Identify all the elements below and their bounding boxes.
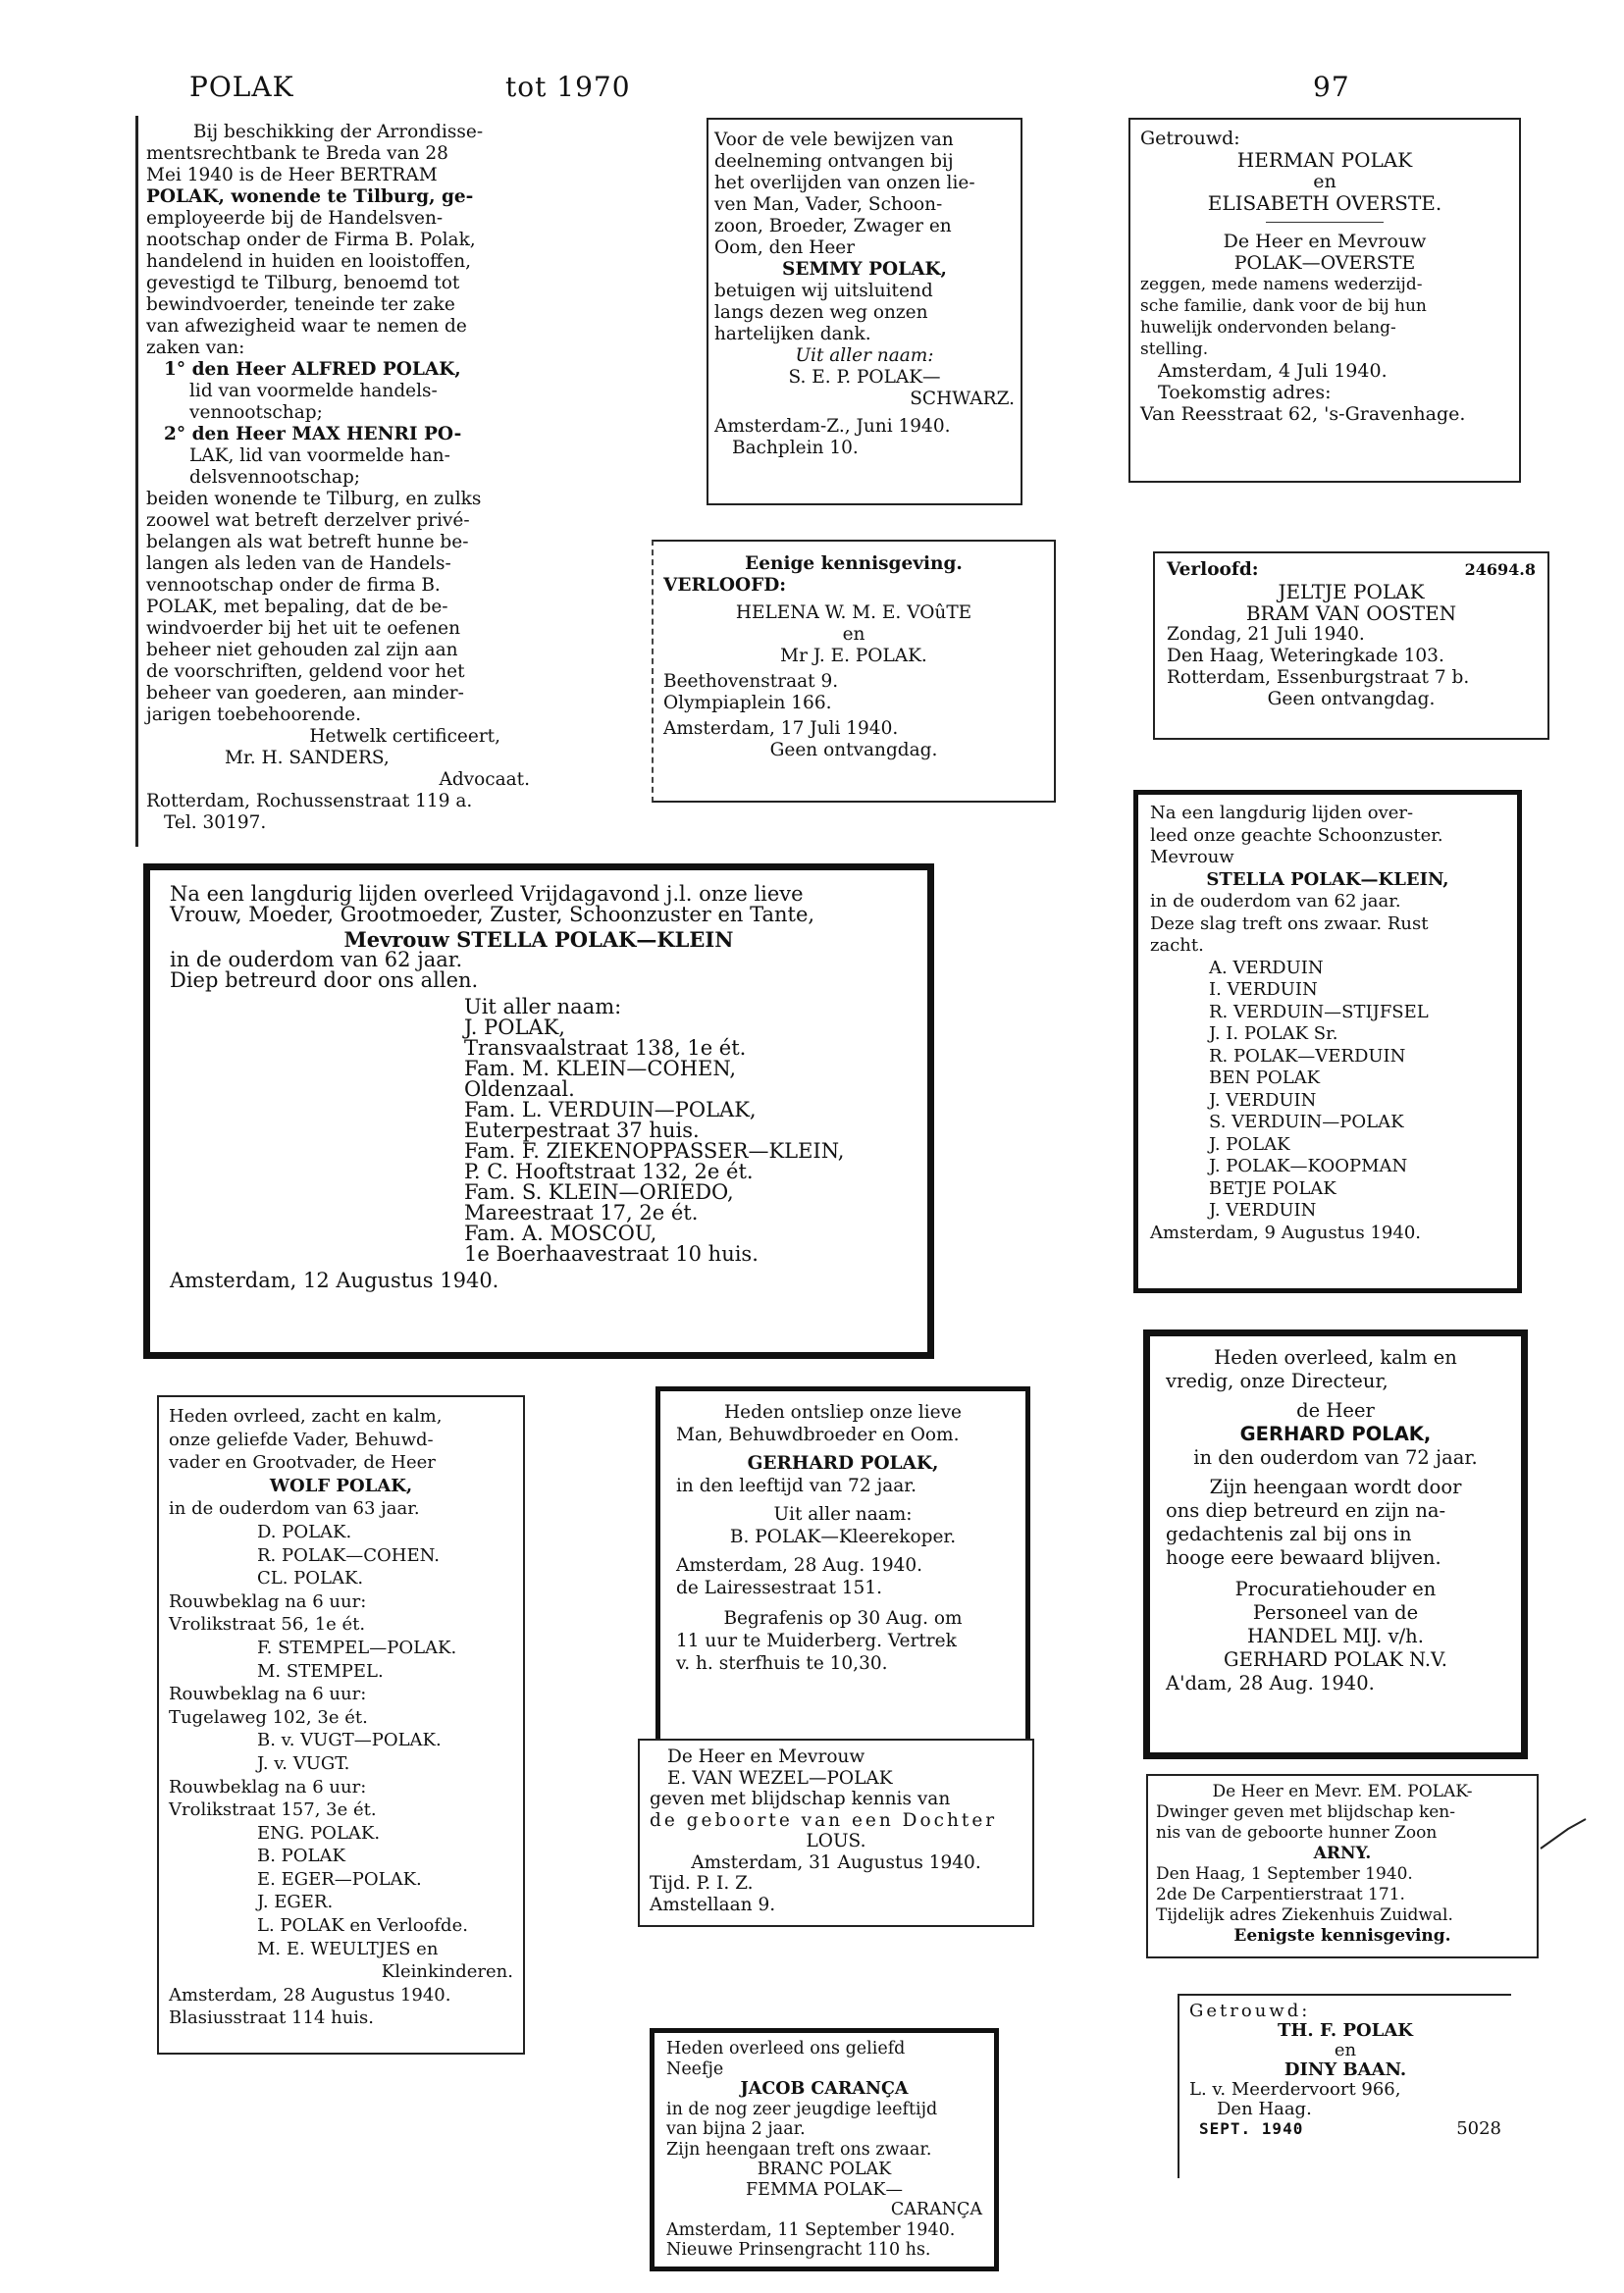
notice-line: Amsterdam, 11 September 1940. — [666, 2219, 956, 2240]
notice-line: 2de De Carpentierstraat 171. — [1156, 1885, 1405, 1904]
notice-line: belangen als wat betreft hunne be- — [146, 532, 469, 552]
notice-line: S. VERDUIN—POLAK — [1209, 1112, 1404, 1132]
notice-line: M. STEMPEL. — [257, 1660, 384, 1682]
notice-footer-row — [1189, 2119, 1501, 2139]
notice-line: Den Haag, 1 September 1940. — [1156, 1864, 1413, 1884]
notice-line: JELTJE POLAK — [1278, 580, 1425, 603]
notice-line: Tijdelijk adres Ziekenhuis Zuidwal. — [1156, 1905, 1453, 1925]
notice-line: beheer niet gehouden zal zijn aan — [146, 640, 458, 660]
notice-line: zoon, Broeder, Zwager en — [714, 216, 952, 236]
notice-line: v. h. sterfhuis te 10,30. — [676, 1653, 888, 1674]
notice-line: TH. F. POLAK — [1278, 2020, 1413, 2041]
notice-line: stelling. — [1140, 339, 1209, 359]
notice-header-row — [1167, 559, 1536, 581]
notice-line: Zijn heengaan wordt door — [1209, 1476, 1462, 1498]
handwritten-mark-icon — [1539, 1815, 1588, 1854]
notice-line: sche familie, dank voor de bij hun — [1140, 296, 1427, 316]
notice-herman-polak-wedding — [1128, 118, 1521, 483]
notice-line: Zijn heengaan treft ons zwaar. — [666, 2139, 932, 2160]
notice-line: Transvaalstraat 138, 1e ét. — [464, 1036, 747, 1060]
notice-line: de Lairessestraat 151. — [676, 1578, 882, 1598]
notice-line: vennootschap onder de firma B. — [146, 575, 441, 596]
notice-line: Geen ontvangdag. — [769, 740, 938, 760]
notice-line: het overlijden van onzen lie- — [714, 173, 975, 193]
notice-line: HERMAN POLAK — [1236, 148, 1413, 172]
notice-line: Tel. 30197. — [164, 812, 267, 833]
notice-semmy-polak — [707, 118, 1022, 505]
notice-line: betuigen wij uitsluitend — [714, 281, 933, 301]
notice-line: Bij beschikking der Arrondisse- — [192, 122, 484, 142]
notice-line: R. POLAK—VERDUIN — [1209, 1045, 1406, 1067]
notice-stella-polak-klein-inlaws — [1133, 790, 1522, 1293]
notice-line: SCHWARZ. — [910, 389, 1015, 409]
notice-line: BRAM VAN OOSTEN — [1245, 601, 1457, 625]
notice-line: Amsterdam, 17 Juli 1940. — [663, 718, 899, 739]
notice-line: J. POLAK, — [464, 1016, 565, 1039]
notice-line: jarigen toebehoorende. — [146, 704, 361, 725]
notice-gerhard-polak-company — [1143, 1329, 1528, 1759]
notice-line: 1° den Heer ALFRED POLAK, — [164, 359, 461, 380]
notice-reference-number: 5028 — [1456, 2118, 1501, 2139]
notice-line: Amsterdam, 12 Augustus 1940. — [170, 1269, 499, 1292]
notice-line: Heden ovrleed, zacht en kalm, — [169, 1406, 443, 1427]
notice-line: mentsrechtbank te Breda van 28 — [146, 143, 448, 164]
notice-line: 11 uur te Muiderberg. Vertrek — [676, 1631, 957, 1651]
notice-wolf-polak-obituary — [157, 1395, 525, 2055]
notice-line: Rouwbeklag na 6 uur: — [169, 1776, 367, 1798]
notice-line: Mevrouw STELLA POLAK—KLEIN — [343, 927, 734, 952]
notice-line: GERHARD POLAK, — [747, 1453, 939, 1474]
notice-line: Vrolikstraat 56, 1e ét. — [169, 1614, 366, 1636]
notice-line: in de ouderdom van 62 jaar. — [1150, 891, 1401, 912]
notice-line: Vrolikstraat 157, 3e ét. — [169, 1799, 377, 1821]
notice-line: STELLA POLAK—KLEIN, — [1206, 868, 1449, 890]
notice-line: de Heer — [1296, 1399, 1375, 1422]
notice-line: Heden overleed ons geliefd — [666, 2039, 906, 2058]
notice-line: Amsterdam, 4 Juli 1940. — [1158, 360, 1388, 382]
notice-line: Eenigste kennisgeving. — [1233, 1926, 1451, 1946]
notice-line: S. E. P. POLAK— — [788, 367, 941, 388]
notice-line: E. VAN WEZEL—POLAK — [667, 1767, 893, 1789]
notice-line: J. VERDUIN — [1209, 1200, 1317, 1221]
notice-line: B. POLAK — [257, 1846, 345, 1867]
notice-line: en — [1313, 171, 1336, 192]
notice-line: beheer van goederen, aan minder- — [146, 683, 464, 704]
notice-line: ARNY. — [1313, 1844, 1372, 1863]
notice-reference-number: 24694.8 — [1464, 560, 1536, 579]
notice-line: vader en Grootvader, de Heer — [169, 1452, 436, 1474]
notice-line: Personeel van de — [1252, 1601, 1419, 1624]
notice-line: Rotterdam, Essenburgstraat 7 b. — [1167, 667, 1470, 688]
notice-line: Blasiusstraat 114 huis. — [169, 2007, 375, 2029]
notice-line: Uit aller naam: — [795, 345, 934, 366]
notice-line: VERLOOFD: — [663, 575, 787, 596]
notice-line: Hetwelk certificeert, — [309, 726, 500, 747]
notice-line: De Heer en Mevr. EM. POLAK- — [1212, 1782, 1473, 1801]
notice-line: Amsterdam, 31 Augustus 1940. — [691, 1851, 981, 1873]
notice-line: de voorschriften, geldend voor het — [146, 661, 465, 682]
notice-line: hooge eere bewaard blijven. — [1166, 1546, 1441, 1569]
notice-line: E. EGER—POLAK. — [257, 1868, 422, 1890]
notice-line: Getrouwd: — [1140, 128, 1240, 149]
page-number: 97 — [1313, 71, 1350, 103]
notice-line: onze geliefde Vader, Behuwd- — [169, 1429, 434, 1450]
notice-line: zoowel wat betreft derzelver privé- — [146, 510, 470, 531]
notice-line: LAK, lid van voormelde han- — [189, 445, 450, 466]
notice-line: gedachtenis zal bij ons in — [1166, 1523, 1412, 1545]
notice-line: Van Reesstraat 62, 's-Gravenhage. — [1140, 403, 1466, 425]
notice-line: Neefje — [666, 2058, 724, 2079]
notice-line: handelend in huiden en looistoffen, — [146, 251, 472, 272]
notice-line: vennootschap; — [189, 402, 323, 423]
notice-line: Beethovenstraat 9. — [663, 671, 839, 692]
notice-line: L. POLAK en Verloofde. — [257, 1915, 468, 1937]
notice-line: in de nog zeer jeugdige leeftijd — [666, 2099, 938, 2119]
notice-line: BRANC POLAK — [757, 2160, 892, 2179]
notice-line: Na een langdurig lijden over- — [1150, 803, 1414, 823]
notice-line: de geboorte van een Dochter — [650, 1809, 998, 1831]
notice-line: van bijna 2 jaar. — [666, 2119, 806, 2139]
notice-line: Amsterdam, 28 Aug. 1940. — [676, 1555, 923, 1576]
notice-line: Diep betreurd door ons allen. — [170, 968, 479, 992]
notice-line: R. POLAK—COHEN. — [257, 1544, 440, 1566]
notice-line: Oldenzaal. — [464, 1077, 575, 1101]
notice-line: Voor de vele bewijzen van — [714, 130, 954, 150]
notice-line: FEMMA POLAK— — [746, 2179, 903, 2200]
notice-van-wezel-polak-birth — [638, 1739, 1034, 1927]
notice-line: R. VERDUIN—STIJFSEL — [1209, 1001, 1429, 1022]
notice-line: windvoerder bij het uit te oefenen — [146, 618, 461, 639]
notice-line: Fam. A. MOSCOU, — [464, 1222, 657, 1245]
notice-line: CARANÇA — [890, 2200, 982, 2219]
notice-line: ven Man, Vader, Schoon- — [714, 194, 943, 215]
notice-line: ons diep betreurd en zijn na- — [1166, 1499, 1446, 1522]
notice-line: Tugelaweg 102, 3e ét. — [169, 1706, 368, 1728]
notice-line: langen als leden van de Handels- — [146, 553, 451, 574]
notice-line: Amsterdam, 9 Augustus 1940. — [1150, 1222, 1421, 1243]
notice-line: bewindvoerder, teneinde ter zake — [146, 294, 455, 315]
notice-line: Amstellaan 9. — [650, 1894, 776, 1915]
notice-line: SEMMY POLAK, — [782, 259, 947, 280]
notice-line: Kleinkinderen. — [381, 1961, 513, 1983]
notice-th-polak-wedding — [1178, 1994, 1511, 2178]
notice-line: J. I. POLAK Sr. — [1209, 1023, 1338, 1044]
notice-line: delsvennootschap; — [189, 467, 361, 488]
notice-polak-dwinger-birth — [1146, 1774, 1539, 1958]
notice-line: J. POLAK — [1209, 1133, 1290, 1155]
notice-line: hartelijken dank. — [714, 324, 871, 344]
notice-line: Fam. L. VERDUIN—POLAK, — [464, 1098, 757, 1121]
notice-line: Getrouwd: — [1189, 2001, 1311, 2021]
notice-line: en — [1334, 2040, 1357, 2060]
notice-stella-polak-klein-obituary — [143, 863, 934, 1359]
notice-line: CL. POLAK. — [257, 1568, 364, 1589]
notice-line: M. E. WEULTJES en — [257, 1938, 439, 1959]
notice-line: J. EGER. — [257, 1892, 334, 1913]
notice-line: beiden wonende te Tilburg, en zulks — [146, 489, 482, 509]
notice-line: en — [842, 624, 865, 645]
notice-line: huwelijk ondervonden belang- — [1140, 318, 1396, 338]
notice-line: Advocaat. — [439, 769, 530, 790]
notice-line: lid van voormelde handels- — [189, 381, 438, 401]
notice-line: Uit aller naam: — [773, 1504, 913, 1525]
notice-line: Rotterdam, Rochussenstraat 119 a. — [146, 791, 473, 811]
notice-line: Procuratiehouder en — [1234, 1578, 1437, 1600]
notice-line: deelneming ontvangen bij — [714, 151, 954, 172]
notice-line: BEN POLAK — [1209, 1068, 1321, 1088]
notice-line: Heden ontsliep onze lieve — [724, 1402, 962, 1423]
notice-engagement-jeltje-polak — [1153, 551, 1549, 740]
notice-line: zaken van: — [146, 338, 245, 358]
notice-line: zeggen, mede namens wederzijd- — [1140, 275, 1423, 294]
notice-line: Amsterdam-Z., Juni 1940. — [714, 416, 951, 437]
notice-line: Zondag, 21 Juli 1940. — [1167, 624, 1365, 645]
notice-line: Fam. F. ZIEKENOPPASSER—KLEIN, — [464, 1139, 845, 1163]
notice-line: F. STEMPEL—POLAK. — [257, 1637, 457, 1658]
notice-line: GERHARD POLAK, — [1239, 1423, 1432, 1445]
notice-line: Verloofd: — [1167, 559, 1259, 580]
notice-line: Eenige kennisgeving. — [745, 553, 963, 574]
notice-line: GERHARD POLAK N.V. — [1224, 1648, 1447, 1671]
divider — [1266, 222, 1384, 223]
notice-line: Amsterdam, 28 Augustus 1940. — [169, 1984, 451, 2006]
notice-line: Mr J. E. POLAK. — [780, 646, 927, 666]
notice-line: Den Haag. — [1217, 2099, 1312, 2119]
notice-line: Begrafenis op 30 Aug. om — [723, 1608, 963, 1629]
notice-line: LOUS. — [806, 1831, 866, 1851]
notice-line: employeerde bij de Handelsven- — [146, 208, 444, 229]
notice-line: in den ouderdom van 72 jaar. — [1193, 1446, 1478, 1469]
notice-line: in de ouderdom van 63 jaar. — [169, 1498, 420, 1520]
notice-gerhard-polak-family — [655, 1386, 1030, 1751]
notice-line: J. v. VUGT. — [257, 1752, 350, 1774]
notice-line: J. POLAK—KOOPMAN — [1209, 1156, 1408, 1176]
notice-line: J. VERDUIN — [1209, 1089, 1317, 1111]
notice-line: in den leeftijd van 72 jaar. — [676, 1476, 917, 1496]
notice-line: 2° den Heer MAX HENRI PO- — [164, 424, 462, 444]
notice-line: B. POLAK—Kleerekoper. — [729, 1527, 957, 1547]
notice-line: D. POLAK. — [257, 1521, 352, 1542]
notice-line: langs dezen weg onzen — [714, 302, 928, 323]
notice-line: gevestigd te Tilburg, benoemd tot — [146, 273, 460, 293]
handwritten-date: SEPT. 1940 — [1199, 2119, 1304, 2138]
notice-line: leed onze geachte Schoonzuster. — [1150, 824, 1443, 846]
page-header-left: POLAK — [189, 71, 294, 103]
notice-line: Nieuwe Prinsengracht 110 hs. — [666, 2240, 931, 2260]
notice-line: Geen ontvangdag. — [1267, 689, 1436, 709]
notice-line: Rouwbeklag na 6 uur: — [169, 1590, 367, 1612]
notice-line: ELISABETH OVERSTE. — [1207, 191, 1442, 215]
notice-line: BETJE POLAK — [1209, 1177, 1336, 1199]
notice-court-order — [135, 116, 538, 847]
notice-line: Tijd. P. I. Z. — [650, 1873, 754, 1894]
notice-line: ENG. POLAK. — [257, 1822, 381, 1844]
notice-line: van afwezigheid waar te nemen de — [146, 316, 467, 337]
notice-jacob-caranca-obituary — [650, 2028, 999, 2271]
notice-line: Deze slag treft ons zwaar. Rust — [1150, 912, 1429, 934]
notice-line: Den Haag, Weteringkade 103. — [1167, 646, 1444, 666]
notice-line: DINY BAAN. — [1283, 2059, 1407, 2080]
notice-line: Olympiaplein 166. — [663, 693, 832, 713]
notice-line: L. v. Meerdervoort 966, — [1189, 2079, 1401, 2100]
notice-line: vredig, onze Directeur, — [1166, 1370, 1388, 1392]
notice-line: Dwinger geven met blijdschap ken- — [1156, 1802, 1455, 1822]
notice-line: Heden overleed, kalm en — [1214, 1346, 1457, 1369]
notice-line: Fam. M. KLEIN—COHEN, — [464, 1057, 737, 1080]
notice-line: Uit aller naam: — [464, 995, 622, 1018]
notice-line: Man, Behuwdbroeder en Oom. — [676, 1425, 960, 1445]
notice-line: Oom, den Heer — [714, 237, 856, 258]
notice-line: Bachplein 10. — [732, 438, 859, 458]
notice-line: POLAK, met bepaling, dat de be- — [146, 597, 448, 617]
notice-line: nis van de geboorte hunner Zoon — [1156, 1823, 1438, 1843]
notice-line: Toekomstig adres: — [1158, 382, 1332, 403]
notice-line: De Heer en Mevrouw — [667, 1746, 865, 1767]
notice-line: De Heer en Mevrouw — [1223, 231, 1427, 252]
notice-line: Mei 1940 is de Heer BERTRAM — [146, 165, 438, 185]
notice-line: A. VERDUIN — [1209, 957, 1324, 978]
notice-line: 1e Boerhaavestraat 10 huis. — [464, 1242, 759, 1266]
page-header-center: tot 1970 — [505, 71, 631, 103]
notice-line: WOLF POLAK, — [269, 1475, 413, 1496]
notice-line: A'dam, 28 Aug. 1940. — [1166, 1672, 1375, 1694]
notice-line: Mr. H. SANDERS, — [225, 748, 390, 768]
notice-line: JACOB CARANÇA — [740, 2079, 909, 2099]
notice-line: P. C. Hooftstraat 132, 2e ét. — [464, 1160, 754, 1183]
notice-line: zacht. — [1150, 935, 1204, 956]
notice-line: Na een langdurig lijden overleed Vrijdagavond j.l. onze lieve — [170, 882, 804, 906]
notice-line: POLAK, wonende te Tilburg, ge- — [146, 186, 474, 207]
notice-line: B. v. VUGT—POLAK. — [257, 1730, 442, 1751]
notice-line: Mevrouw — [1150, 847, 1234, 867]
notice-line: Mareestraat 17, 2e ét. — [464, 1201, 699, 1225]
notice-line: Euterpestraat 37 huis. — [464, 1119, 700, 1142]
notice-line: Vrouw, Moeder, Grootmoeder, Zuster, Schoonzuster en Tante, — [170, 903, 815, 926]
notice-line: Rouwbeklag na 6 uur: — [169, 1684, 367, 1705]
notice-line: geven met blijdschap kennis van — [650, 1789, 951, 1809]
notice-line: in de ouderdom van 62 jaar. — [170, 948, 463, 971]
notice-line: nootschap onder de Firma B. Polak, — [146, 230, 476, 250]
notice-engagement-voute-polak — [652, 540, 1056, 803]
notice-line: HANDEL MIJ. v/h. — [1247, 1625, 1424, 1647]
notice-line: POLAK—OVERSTE — [1233, 252, 1416, 274]
notice-line: HELENA W. M. E. VOûTE — [735, 602, 972, 623]
notice-line: Fam. S. KLEIN—ORIEDO, — [464, 1180, 734, 1204]
notice-line: I. VERDUIN — [1209, 979, 1318, 1000]
